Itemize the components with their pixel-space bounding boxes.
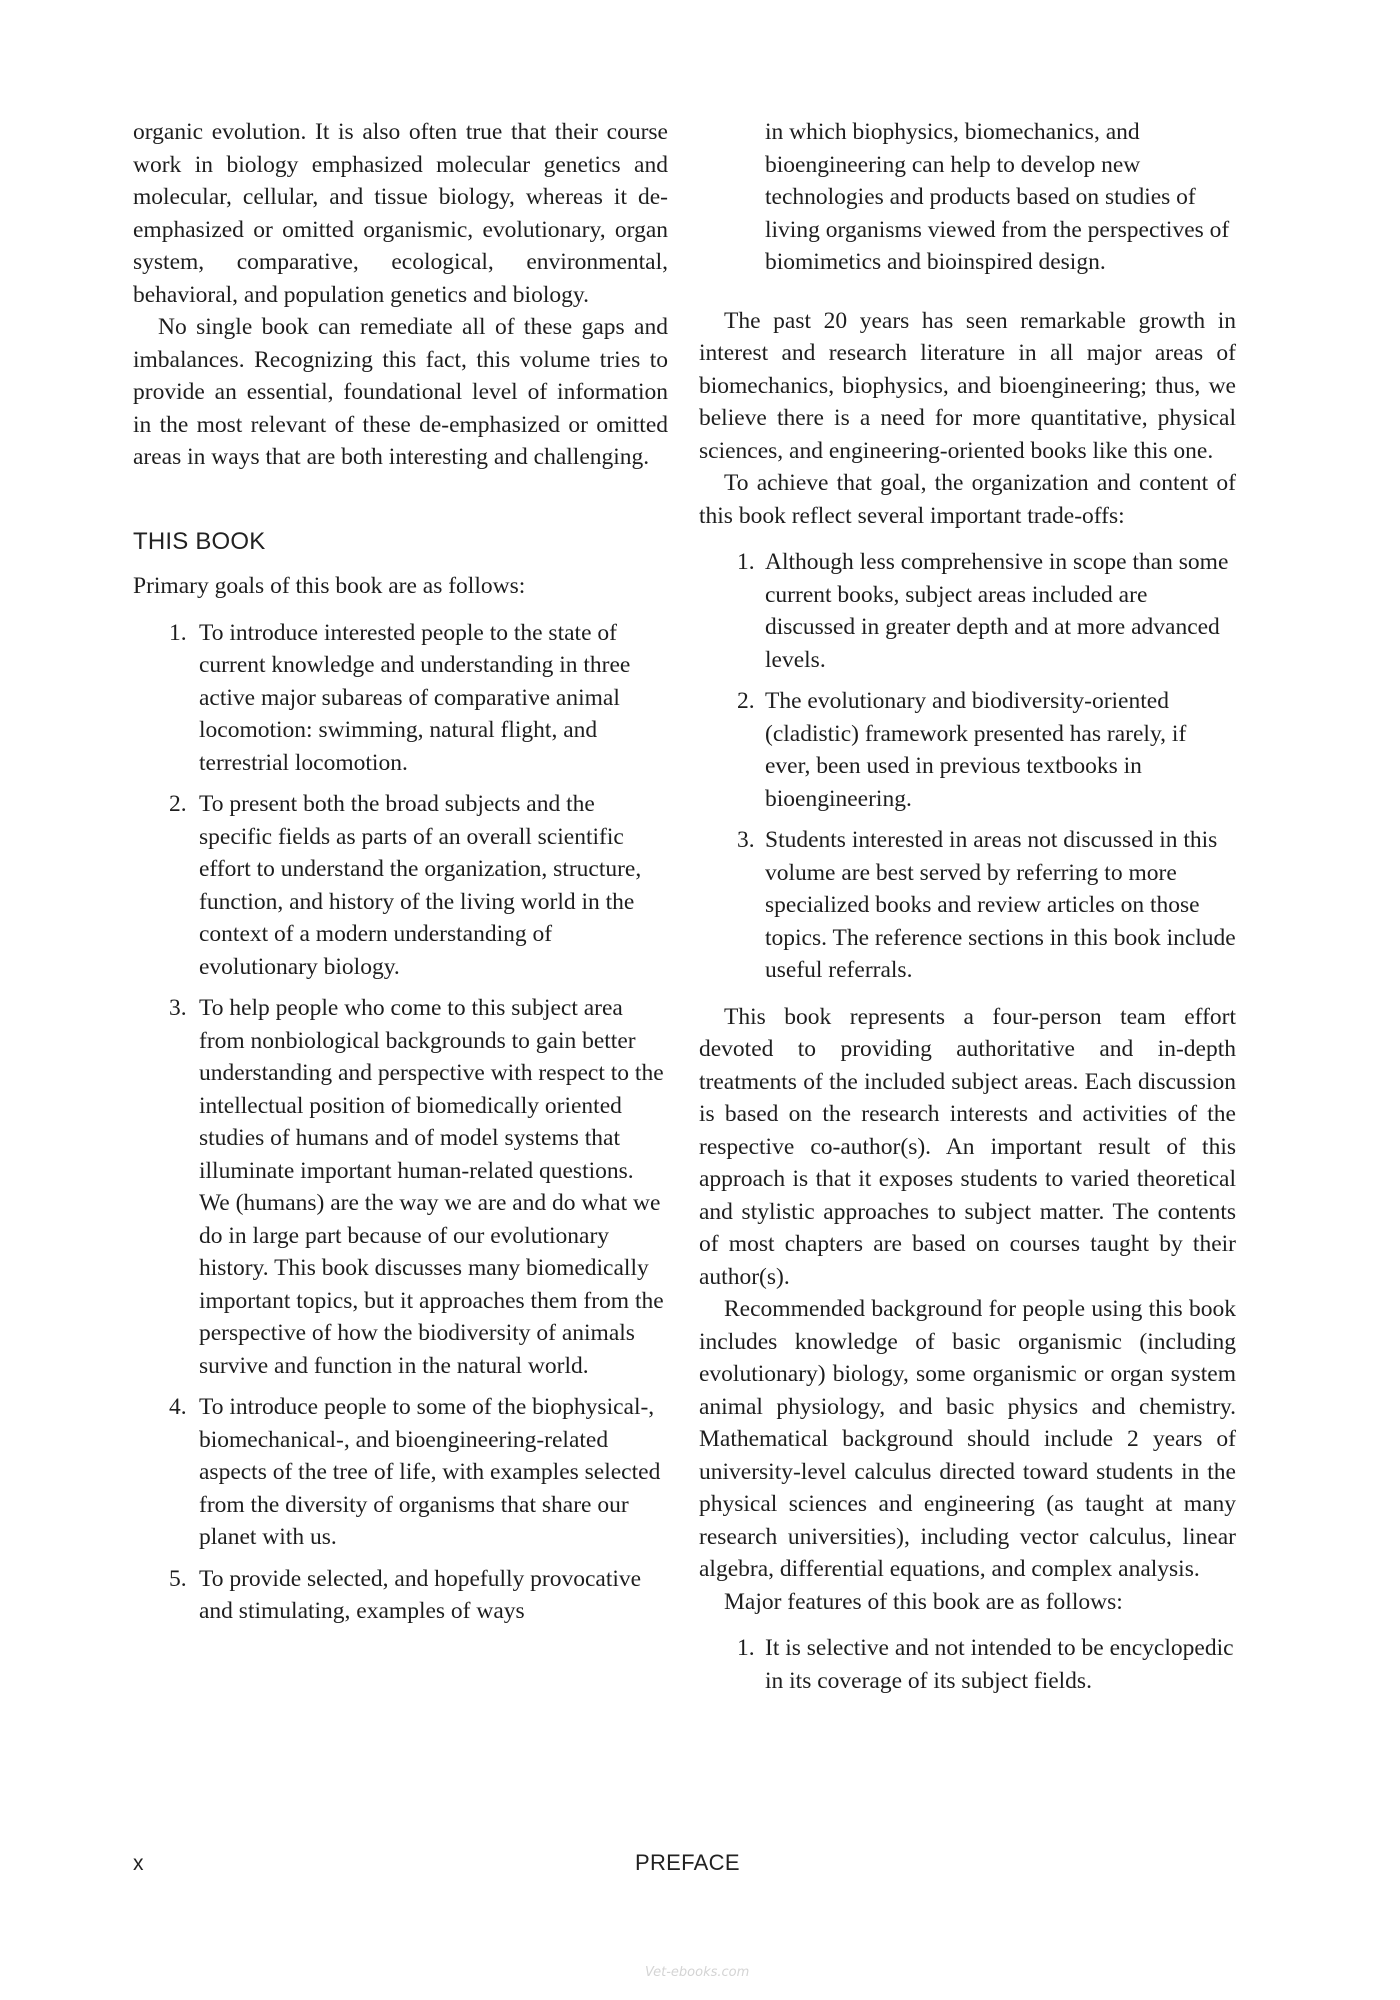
- list-number: 3.: [169, 995, 187, 1021]
- goals-list: [133, 617, 668, 1628]
- list-number: 3.: [737, 827, 755, 853]
- list-item-text: Students interested in areas not discussed in this volume are best served by referring to more specialized books and review articles on those topics. The reference sections in this book include useful referrals.: [765, 827, 1236, 983]
- right-paragraph-4: Recommended background for people using this book includes knowledge of basic organismic (including evolutionary) biology, some organismic or organ system animal physiology, and basic physics and chemistry. Mathematical background should include 2 years of university-level calculus directed toward students in the physical sciences and engineering (as taught at many research universities), including vector calculus, linear algebra, differential equations, and complex analysis.: [699, 1296, 1236, 1582]
- page-number: x: [133, 1852, 144, 1875]
- right-paragraph-2: To achieve that goal, the organization and content of this book reflect several important trade-offs:: [699, 470, 1236, 529]
- list-item-text: To introduce people to some of the biophysical-, biomechanical-, and bioengineering-related aspects of the tree of life, with examples selected from the diversity of organisms that share our planet with us.: [199, 1394, 661, 1550]
- list-number: 1.: [737, 549, 755, 575]
- list-number: 4.: [169, 1394, 187, 1420]
- list-item-text: The evolutionary and biodiversity-oriented (cladistic) framework presented has rarely, if ever, been used in previous textbooks in bioengineering.: [765, 688, 1187, 812]
- list-item-text: To provide selected, and hopefully provocative and stimulating, examples of ways: [199, 1565, 642, 1624]
- list-item-text: To help people who come to this subject area from nonbiological backgrounds to gain better understanding and perspective with respect to the intellectual position of biomedically oriented studies of humans and of model systems that illuminate important human-related questions. We (humans) are the way we are and do what we do in large part because of our evolutionary history. This book discusses many biomedically important topics, but it approaches them from the perspective of how the biodiversity of animals survive and function in the natural world.: [199, 995, 664, 1379]
- features-list: [699, 1632, 1236, 1697]
- list-item-text: To present both the broad subjects and the specific fields as parts of an overall scientific effort to understand the organization, structure, function, and history of the living world in the context of a modern understanding of evolutionary biology.: [199, 791, 642, 980]
- list-item-text: To introduce interested people to the state of current knowledge and understanding in three active major subareas of comparative animal locomotion: swimming, natural flight, and terrestrial locomotion.: [199, 619, 631, 776]
- list-item: [133, 1563, 668, 1628]
- list-number: 2.: [169, 791, 187, 817]
- right-paragraph-5: Major features of this book are as follows:: [724, 1588, 1123, 1615]
- right-paragraph-1: The past 20 years has seen remarkable growth in interest and research literature in all major areas of biomechanics, biophysics, and bioengineering; thus, we believe there is a need for more quantitative, physical sciences, and engineering-oriented books like this one.: [699, 307, 1236, 464]
- left-paragraph-2: No single book can remediate all of these gaps and imbalances. Recognizing this fact, this volume tries to provide an essential, foundational level of information in the most relevant of these de-emphasized or omitted areas in ways that are both interesting and challenging.: [133, 314, 668, 470]
- section-heading-this-book: THIS BOOK: [133, 527, 266, 555]
- goals-intro: Primary goals of this book are as follows:: [133, 573, 526, 599]
- list-item: [699, 685, 1236, 815]
- list-item: [133, 617, 668, 780]
- list-item: [699, 546, 1236, 676]
- tradeoffs-list: [699, 546, 1236, 987]
- list-item: [133, 1391, 668, 1554]
- left-column: [133, 116, 668, 1642]
- list-number: 1.: [737, 1635, 755, 1661]
- right-column: [699, 116, 1236, 1711]
- list-item: [699, 1632, 1236, 1697]
- list-number: 1.: [169, 619, 187, 646]
- running-title: PREFACE: [635, 1850, 740, 1875]
- list-item: [133, 788, 668, 983]
- list-number: 2.: [737, 688, 755, 714]
- list-item: [699, 824, 1236, 987]
- right-paragraph-3: This book represents a four-person team effort devoted to providing authoritative and in-depth treatments of the included subject areas. Each discussion is based on the research interests and activities of the respective co-author(s). An important result of this approach is that it exposes students to varied theoretical and stylistic approaches to subject matter. The contents of most chapters are based on courses taught by their author(s).: [699, 1003, 1236, 1290]
- goal-5-continued: in which biophysics, biomechanics, and bioengineering can help to develop new technologies and products based on studies of living organisms viewed from the perspectives of biomimetics and bioinspired design.: [765, 119, 1230, 275]
- list-item-text: Although less comprehensive in scope than some current books, subject areas included are discussed in greater depth and at more advanced levels.: [765, 549, 1229, 673]
- list-number: 5.: [169, 1565, 187, 1592]
- watermark: Vet-ebooks.com: [645, 1965, 750, 1980]
- list-item-text: It is selective and not intended to be encyclopedic in its coverage of its subject fields.: [765, 1635, 1234, 1694]
- left-paragraph-1: organic evolution. It is also often true that their course work in biology emphasized molecular genetics and molecular, cellular, and tissue biology, whereas it de-emphasized or omitted organismic, evolutionary, organ system, comparative, ecological, environmental, behavioral, and population genetics and biology.: [133, 119, 668, 308]
- list-item: [133, 992, 668, 1382]
